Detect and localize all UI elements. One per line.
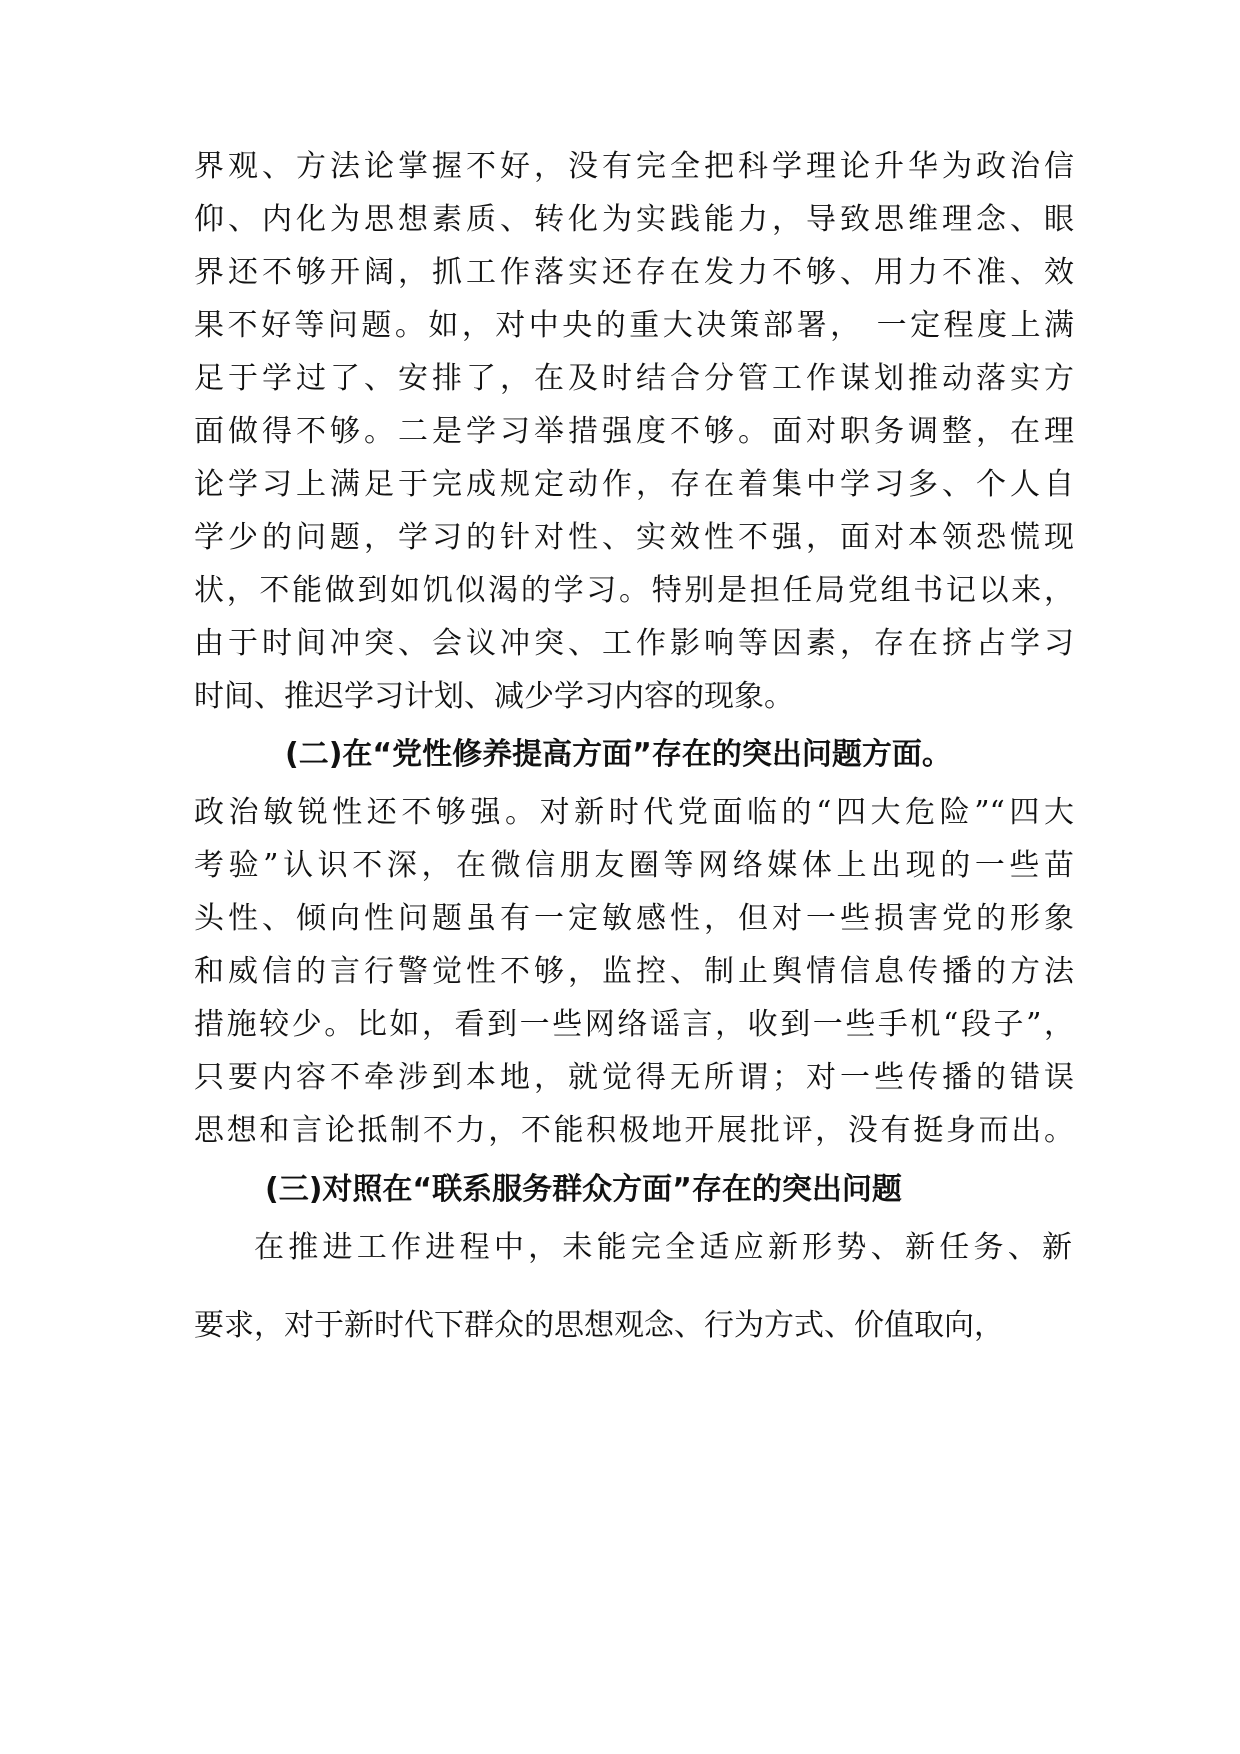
paragraph-line: 界还不够开阔，抓工作落实还存在发力不够、用力不准、效 <box>194 255 1074 290</box>
paragraph-line: 足于学过了、安排了，在及时结合分管工作谋划推动落实方 <box>194 361 1074 396</box>
paragraph-line: 考验”认识不深，在微信朋友圈等网络媒体上出现的一些苗 <box>194 848 1074 883</box>
paragraph-line: 头性、倾向性问题虽有一定敏感性，但对一些损害党的形象 <box>194 901 1074 936</box>
paragraph-line: 要求，对于新时代下群众的思想观念、行为方式、价值取向， <box>194 1308 1004 1343</box>
paragraph-line: 在推进工作进程中，未能完全适应新形势、新任务、新 <box>254 1230 1072 1265</box>
paragraph-line: 政治敏锐性还不够强。对新时代党面临的“四大危险”“四大 <box>194 795 1074 830</box>
paragraph-line: 时间、推迟学习计划、减少学习内容的现象。 <box>194 679 794 714</box>
paragraph-line: 面做得不够。二是学习举措强度不够。面对职务调整，在理 <box>194 414 1074 449</box>
paragraph-line: 仰、内化为思想素质、转化为实践能力，导致思维理念、眼 <box>194 202 1074 237</box>
paragraph-line: 措施较少。比如，看到一些网络谣言，收到一些手机“段子”， <box>194 1007 1074 1042</box>
paragraph-line: 界观、方法论掌握不好，没有完全把科学理论升华为政治信 <box>194 149 1074 184</box>
paragraph-line: 只要内容不牵涉到本地，就觉得无所谓；对一些传播的错误 <box>194 1060 1074 1095</box>
paragraph-line: 思想和言论抵制不力，不能积极地开展批评，没有挺身而出。 <box>194 1113 1074 1148</box>
paragraph-line: 由于时间冲突、会议冲突、工作影响等因素，存在挤占学习 <box>194 626 1074 661</box>
paragraph-line: 学少的问题，学习的针对性、实效性不强，面对本领恐慌现 <box>194 520 1074 555</box>
paragraph-line: 状，不能做到如饥似渴的学习。特别是担任局党组书记以来， <box>194 573 1074 608</box>
paragraph-line: 和威信的言行警觉性不够，监控、制止舆情信息传播的方法 <box>194 954 1074 989</box>
section-heading: (三)对照在“联系服务群众方面”存在的突出问题 <box>265 1172 902 1207</box>
paragraph-line: 果不好等问题。如，对中央的重大决策部署， 一定程度上满 <box>194 308 1074 343</box>
section-heading: (二)在“党性修养提高方面”存在的突出问题方面。 <box>285 737 952 772</box>
paragraph-line: 论学习上满足于完成规定动作，存在着集中学习多、个人自 <box>194 467 1074 502</box>
